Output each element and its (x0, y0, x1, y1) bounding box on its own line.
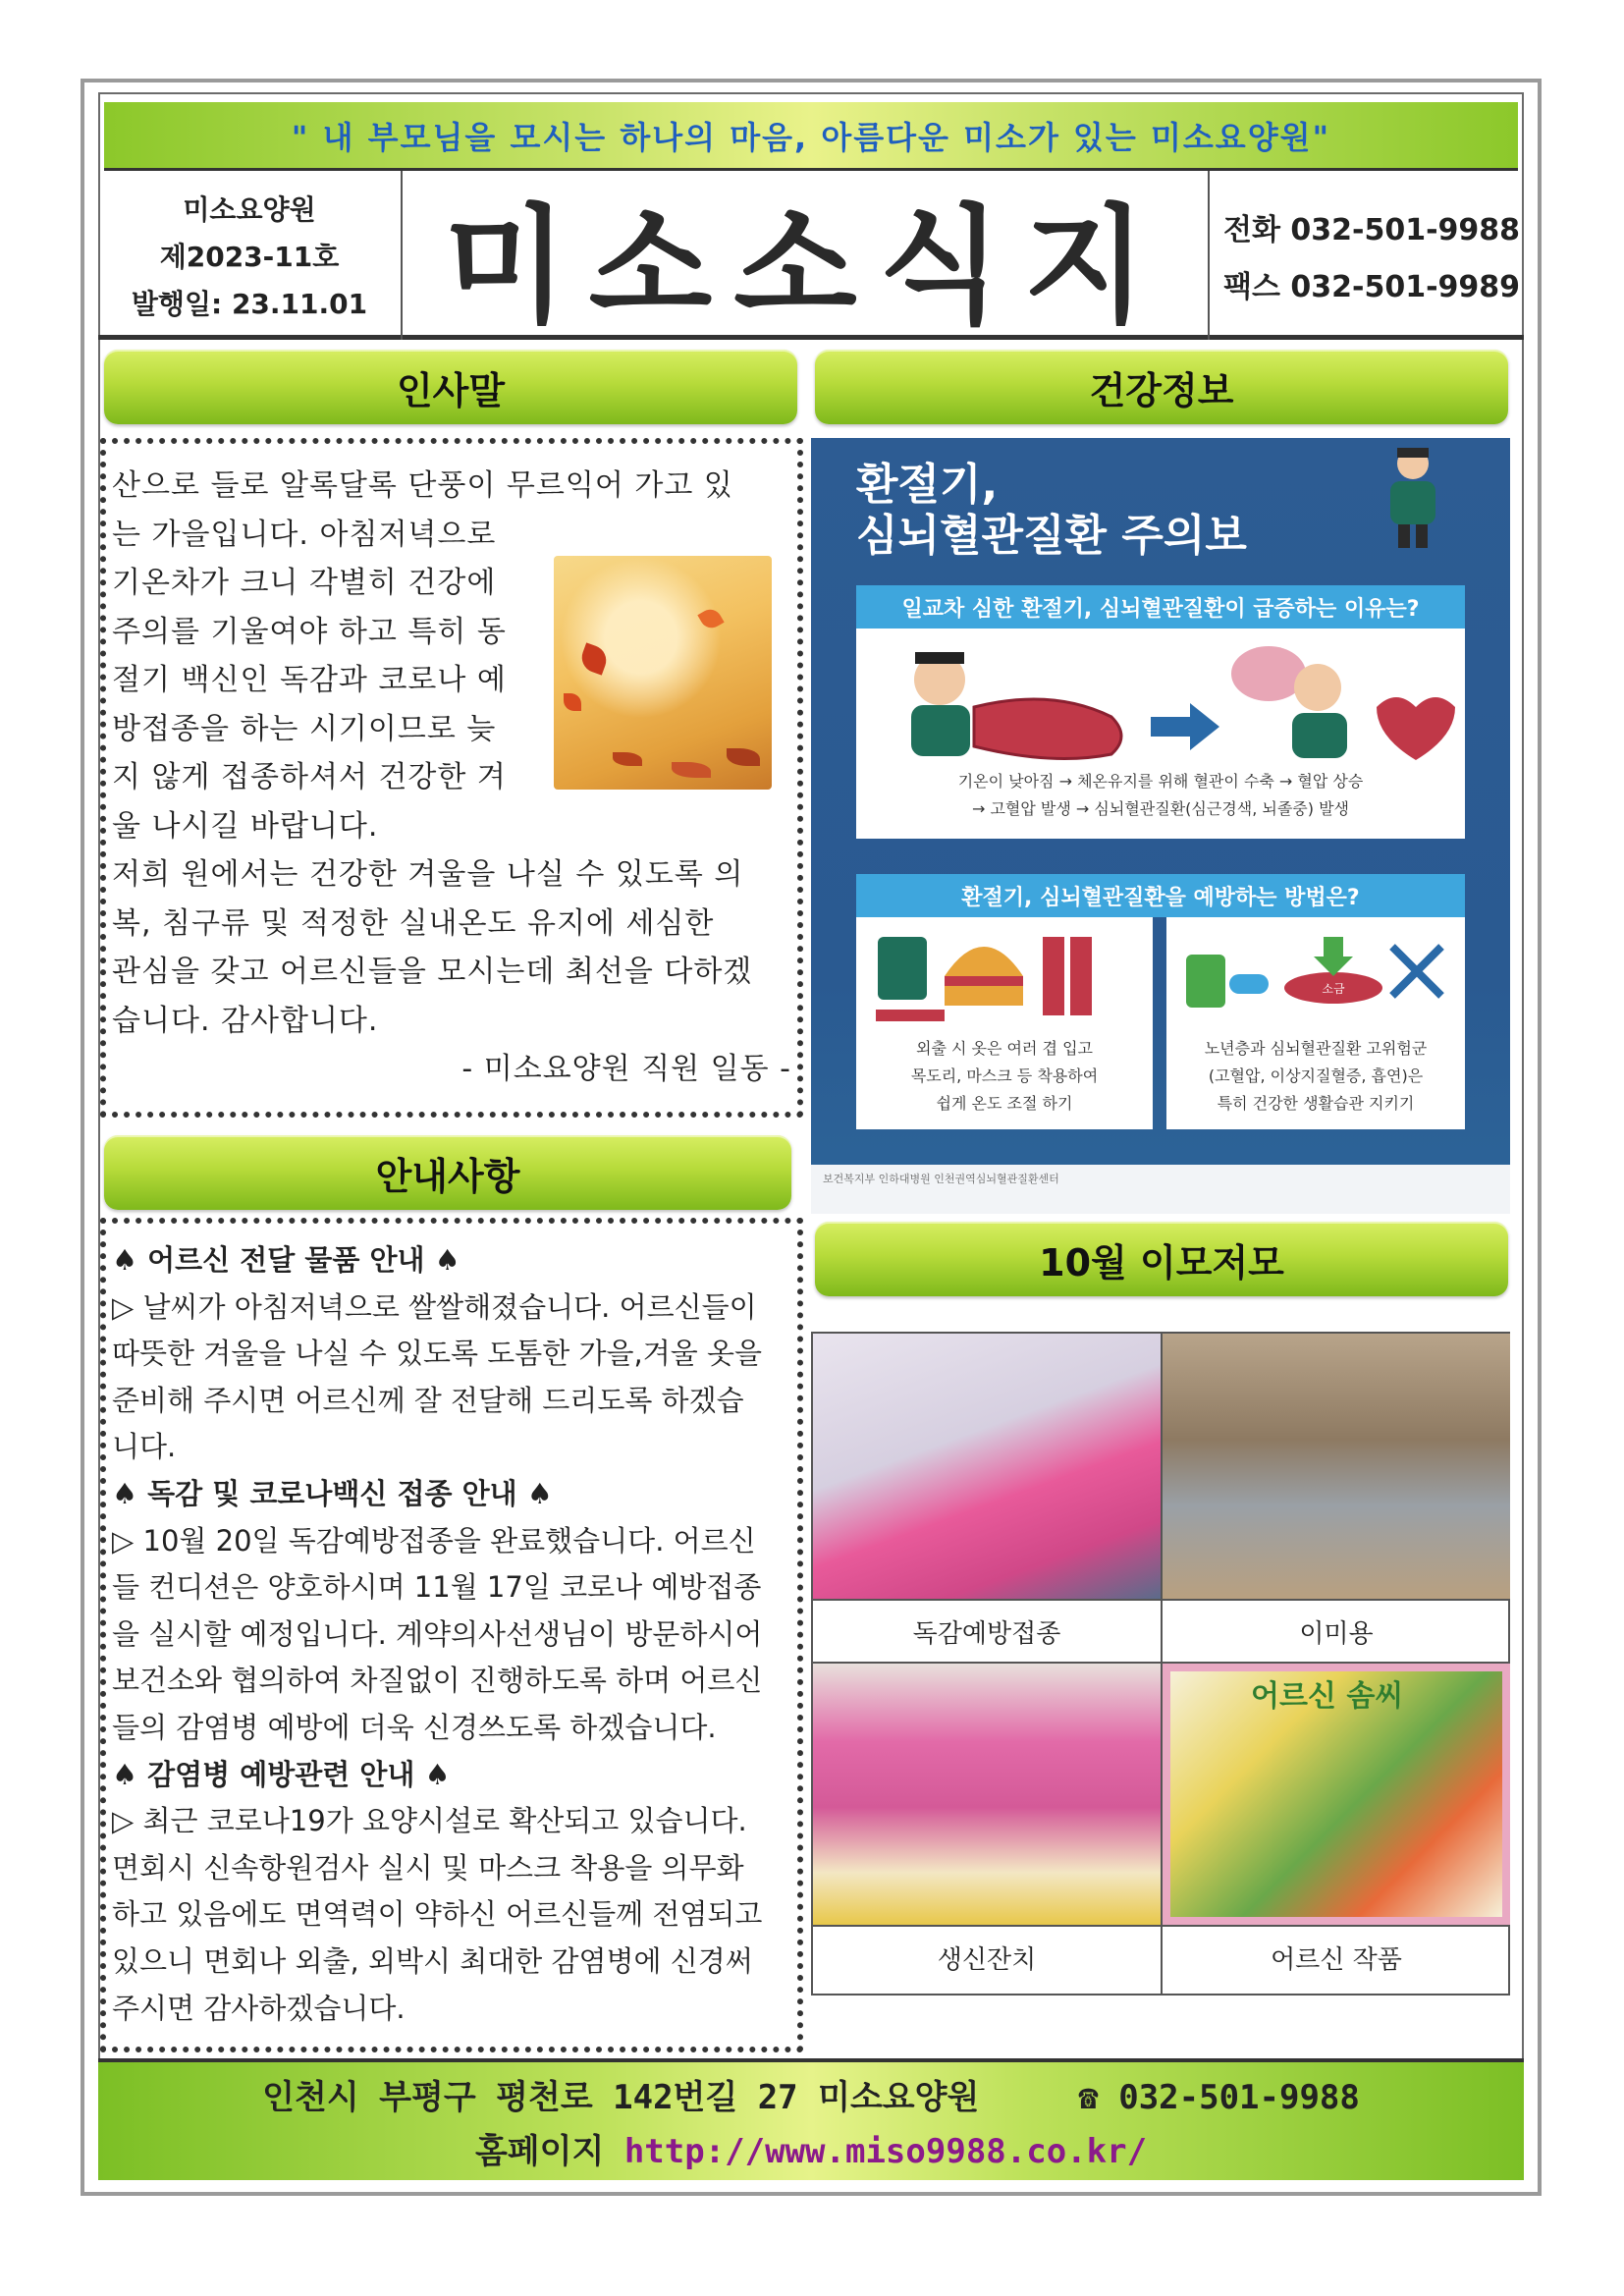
footer-homepage-line (475, 2124, 1147, 2172)
greeting-line: 절기 백신인 독감과 코로나 예 (112, 663, 507, 697)
issue-info (98, 171, 403, 340)
greeting-line: 습니다. 감사합니다. (112, 1003, 379, 1038)
poster-band-2 (856, 874, 1465, 917)
photo-cell-flu-vaccine (813, 1334, 1161, 1662)
poster-band-1-text: 일교차 심한 환절기, 심뇌혈관질환이 급증하는 이유는? (901, 596, 1420, 622)
greeting-line: 저희 원에서는 건강한 겨울을 나실 수 있도록 의 (112, 857, 744, 892)
photo-grid (811, 1332, 1510, 1995)
greeting-line: 관심을 갖고 어르신들을 모시는데 최선을 다하겠 (112, 955, 753, 989)
poster-footer-org: 보건복지부 인하대병원 인천권역심뇌혈관질환센터 (823, 1173, 1059, 1185)
notice-item-line: ▷ 날씨가 아침저녁으로 쌀쌀해졌습니다. 어르신들이 (112, 1289, 757, 1324)
poster-flow-caption (856, 768, 1465, 823)
footer-banner (98, 2058, 1524, 2180)
notice-item-line: 니다. (112, 1430, 177, 1464)
footer-address: 인천시 부평구 평천로 142번길 27 미소요양원 (262, 2078, 980, 2117)
poster-title-line-1: 환절기, (856, 460, 999, 510)
footer-home-label: 홈페이지 (474, 2132, 605, 2171)
photo-caption: 독감예방접종 (813, 1599, 1161, 1662)
health-poster (811, 438, 1510, 1214)
publish-date: 발행일: 23.11.01 (131, 288, 368, 320)
health-header (815, 350, 1508, 424)
notice-header (104, 1135, 791, 1210)
poster-panel-1 (856, 629, 1465, 839)
gallery-header (815, 1222, 1508, 1296)
masthead (98, 171, 1524, 340)
birthday-photo (813, 1664, 1161, 1925)
contact-info (1208, 171, 1524, 340)
greeting-line: 울 나시길 바랍니다. (112, 808, 379, 844)
poster-tip-2-line-2: (고혈압, 이상지질혈증, 흡연)은 (1208, 1066, 1424, 1085)
poster-tip-1-line-2: 목도리, 마스크 등 착용하여 (910, 1066, 1099, 1085)
clothing-illustration (856, 917, 1153, 1035)
notice-item-title: ♠ 감염병 예방관련 안내 ♠ (112, 1757, 451, 1791)
gallery-header-label: 10월 이모저모 (1039, 1240, 1284, 1285)
notice-text (112, 1237, 791, 2032)
notice-item-line: 따뜻한 겨울을 나실 수 있도록 도톰한 가을,겨울 옷을 (112, 1337, 763, 1371)
photo-caption: 어르신 작품 (1163, 1925, 1510, 1988)
flu-vaccine-photo (813, 1334, 1161, 1599)
newsletter-title: 미소소식지 (444, 191, 1168, 341)
photo-cell-birthday (813, 1664, 1161, 1994)
greeting-header-label: 인사말 (396, 368, 506, 412)
autumn-leaves-image (554, 556, 772, 790)
photo-cell-artwork (1163, 1664, 1510, 1994)
notice-item-line: 들 컨디션은 양호하시며 11월 17일 코로나 예방접종 (112, 1570, 762, 1605)
poster-flow-line-2: → 고혈압 발생 → 심뇌혈관질환(심근경색, 뇌졸중) 발생 (971, 799, 1350, 818)
poster-flow-line-1: 기온이 낮아짐 → 체온유지를 위해 혈관이 수축 → 혈압 상승 (957, 772, 1364, 791)
footer-address-line (262, 2070, 1360, 2118)
salt-label: 소금 (1322, 982, 1345, 996)
poster-tip-2 (1166, 1035, 1465, 1118)
notice-header-label: 안내사항 (375, 1154, 520, 1198)
notice-item-line: 들의 감염병 예방에 더욱 신경쓰도록 하겠습니다. (112, 1710, 717, 1744)
greeting-line: 주의를 기울여야 하고 특히 동 (112, 614, 507, 649)
photo-caption: 이미용 (1163, 1599, 1510, 1662)
greeting-line: 지 않게 접종하셔서 건강한 겨 (112, 760, 507, 794)
poster-band-2-text: 환절기, 심뇌혈관질환을 예방하는 방법은? (961, 885, 1360, 910)
health-header-label: 건강정보 (1089, 368, 1234, 412)
notice-item-title: ♠ 독감 및 코로나백신 접종 안내 ♠ (112, 1476, 553, 1510)
poster-tip-2-line-1: 노년층과 심뇌혈관질환 고위험군 (1204, 1039, 1428, 1058)
poster-tip-1-line-3: 쉽게 온도 조절 하기 (936, 1094, 1073, 1113)
org-name: 미소요양원 (183, 193, 316, 226)
cold-person-icon (1369, 442, 1457, 550)
poster-footer (811, 1165, 1510, 1214)
notice-item-line: ▷ 최근 코로나19가 요양시설로 확산되고 있습니다. (112, 1804, 747, 1838)
notice-item-line: 있으니 면회나 외출, 외박시 최대한 감염병에 신경써 (112, 1943, 753, 1978)
greeting-signature: - 미소요양원 직원 일동 - (461, 1052, 791, 1086)
photo-caption: 생신잔치 (813, 1925, 1161, 1988)
poster-band-1 (856, 585, 1465, 629)
lifestyle-illustration (1166, 917, 1465, 1035)
notice-box (100, 1218, 803, 2052)
vessel-illustration (856, 629, 1465, 766)
haircut-photo (1163, 1334, 1510, 1599)
notice-item-line: ▷ 10월 20일 독감예방접종을 완료했습니다. 어르신 (112, 1523, 756, 1558)
notice-item-title: ♠ 어르신 전달 물품 안내 ♠ (112, 1243, 460, 1277)
issue-number: 제2023-11호 (159, 241, 340, 273)
slogan-banner (104, 102, 1518, 171)
fax-number: 팩스 032-501-9989 (1223, 270, 1521, 304)
slogan-text: " 내 부모님을 모시는 하나의 마음, 아름다운 미소가 있는 미소요양원" (291, 118, 1331, 156)
greeting-box (100, 438, 803, 1118)
greeting-header (104, 350, 797, 424)
notice-item-line: 하고 있음에도 면역력이 약하신 어르신들께 전염되고 (112, 1897, 763, 1932)
poster-tip-1 (856, 1035, 1153, 1118)
footer-tel: ☎ 032-501-9988 (1078, 2078, 1360, 2117)
artwork-title: 어르신 솜씨 (1251, 1679, 1404, 1714)
poster-panel-2 (856, 917, 1153, 1129)
notice-item-line: 면회시 신속항원검사 실시 및 마스크 착용을 의무화 (112, 1850, 744, 1885)
poster-title (856, 460, 1247, 562)
poster-tip-1-line-1: 외출 시 옷은 여러 겹 입고 (916, 1039, 1093, 1058)
notice-item-line: 준비해 주시면 어르신께 잘 전달해 드리도록 하겠습 (112, 1383, 744, 1417)
greeting-line: 복, 침구류 및 적정한 실내온도 유지에 세심한 (112, 905, 715, 941)
greeting-line: 산으로 들로 알록달록 단풍이 무르익어 가고 있 (112, 468, 733, 503)
homepage-link[interactable]: http://www.miso9988.co.kr/ (623, 2132, 1148, 2171)
phone-number: 전화 032-501-9988 (1223, 213, 1521, 247)
greeting-line: 방접종을 하는 시기이므로 늦 (112, 711, 497, 746)
poster-tip-2-line-3: 특히 건강한 생활습관 지키기 (1217, 1094, 1415, 1113)
notice-item-line: 을 실시할 예정입니다. 계약의사선생님이 방문하시어 (112, 1616, 763, 1651)
greeting-line: 는 가을입니다. 아침저녁으로 (112, 517, 497, 552)
notice-item-line: 보건소와 협의하여 차질없이 진행하도록 하며 어르신 (112, 1664, 763, 1698)
photo-cell-haircut (1163, 1334, 1510, 1662)
poster-title-line-2: 심뇌혈관질환 주의보 (856, 511, 1247, 561)
greeting-line: 기온차가 크니 각별히 건강에 (112, 566, 497, 600)
poster-panel-3 (1166, 917, 1465, 1129)
notice-item-line: 주시면 감사하겠습니다. (112, 1991, 406, 2025)
